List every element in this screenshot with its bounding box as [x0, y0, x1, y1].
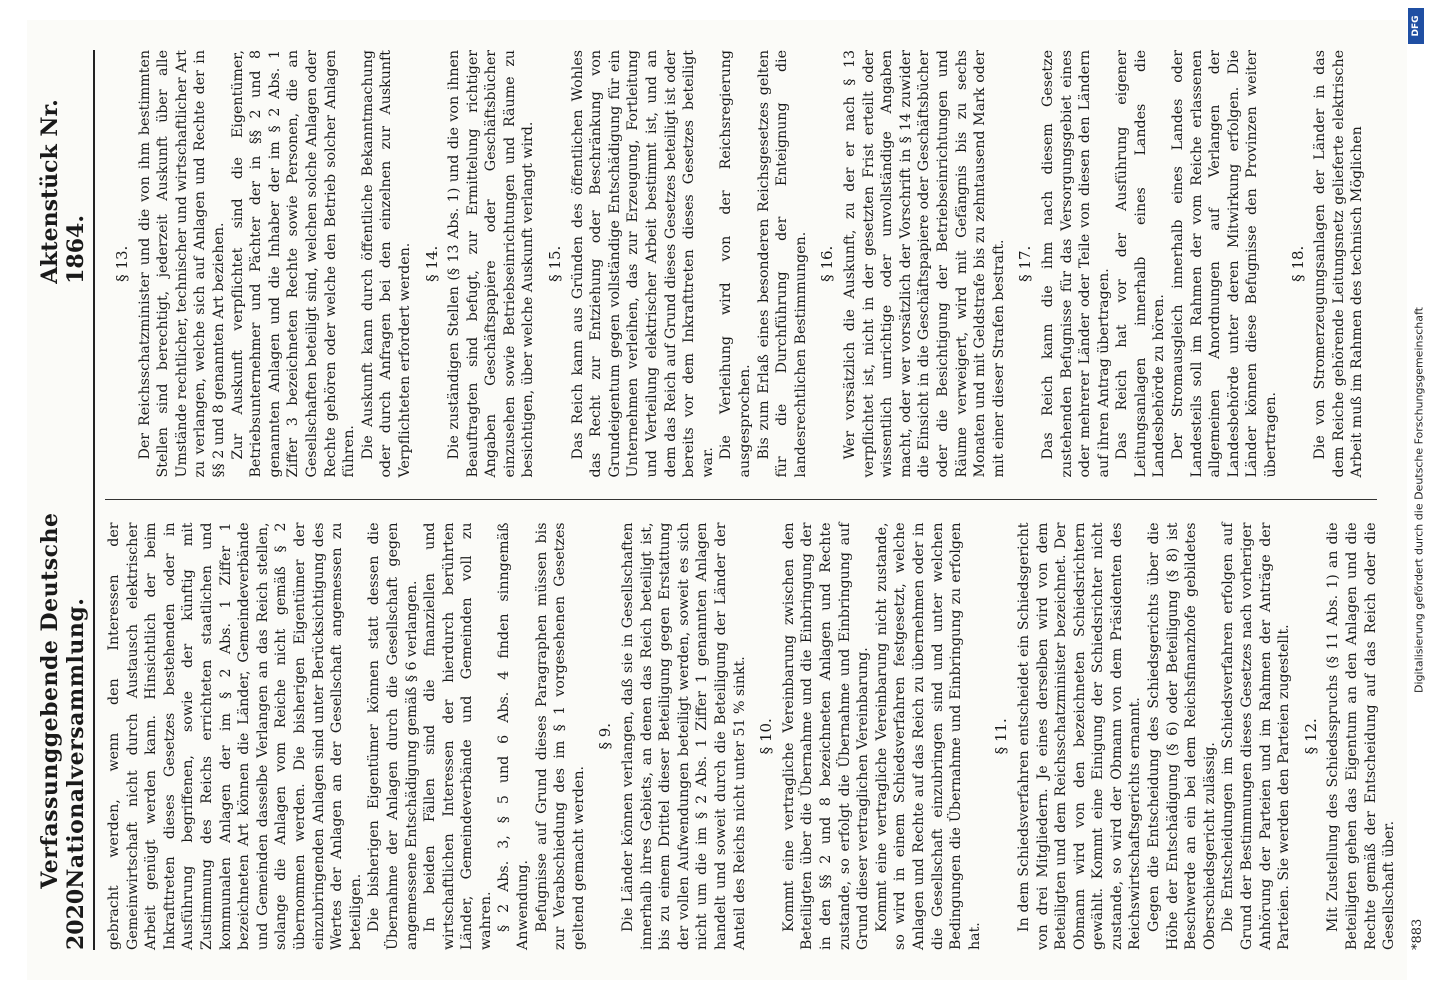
page-number: 2020	[63, 888, 89, 950]
paragraph: Das Reich kann aus Gründen des öffentlichen Wohles das Recht zur Entziehung oder Beschränkung von Grundeigentum gegen vollständige Entschädigung für ein Unternehmen verleihen, das zur Erzeugung, Fortleitung und Verteilung elektrischer Arbeit bestimmt ist, und an dem das Reich auf Grund dieses Gesetzes beteiligt ist oder bereits vor dem Inkrafttreten dieses Gesetzes beteiligt war.	[569, 50, 716, 478]
section-heading: § 18.	[1288, 245, 1307, 282]
section-heading: § 11.	[992, 718, 1011, 755]
paragraph: Kommt eine vertragliche Vereinbarung nicht zustande, so wird in einem Schiedsverfahren festgesetzt, welche Anlagen und Rechte auf das Reich zu übernehmen oder in die Gesellschaft einzubringen sind und unter welchen Bedingungen die Übernahme und Einbringung zu erfolgen hat.	[873, 522, 983, 950]
paragraph: Die Verleihung wird von der Reichsregierung ausgesprochen.	[718, 50, 753, 478]
section-heading: § 16.	[818, 245, 837, 282]
paragraph: Das Reich hat vor der Ausführung eigener Leitungsanlagen innerhalb eines Landes die Landesbehörde zu hören.	[1114, 50, 1168, 478]
paragraph: Zur Auskunft verpflichtet sind die Eigentümer, Betriebsunternehmer und Pächter der in §§ 2 und 8 genannten Anlagen und die Inhaber der im § 2 Abs. 1 Ziffer 3 bezeichneten Rechte sowie Personen, die an Gesellschaften beteiligt sind, welchen solche Anlagen oder Rechte gehören oder welche den Betrieb solcher Anlagen führen.	[229, 50, 358, 478]
paragraph: Der Reichsschatzminister und die von ihm bestimmten Stellen sind berechtigt, jederzeit Auskunft über alle Umstände rechtlicher, technischer und wirtschaftlicher Art zu verlangen, welche sich auf Anlagen und Rechte der in §§ 2 und 8 genannten Art beziehen.	[136, 50, 227, 478]
paragraph: Mit Zustellung des Schiedsspruchs (§ 11 Abs. 1) an die Beteiligten gehen das Eigentum an den Anlagen und die Rechte gemäß der Entscheidung auf das Reich oder die Gesellschaft über.	[1325, 522, 1398, 950]
section-heading: § 12.	[1301, 718, 1320, 755]
section-heading: § 17.	[1016, 245, 1035, 282]
section-heading: § 10.	[757, 718, 776, 755]
paragraph: Die Länder können verlangen, daß sie in Gesellschaften innerhalb ihres Gebiets, an denen das Reich beteiligt ist, bis zu einem Drittel dieser Beteiligung gegen Erstattung der vollen Aufwendungen beteiligt werden, soweit es sich nicht um die im § 2 Abs. 1 Ziffer 1 genannten Anlagen handelt und soweit durch die Beteiligung der Länder der Anteil des Reichs nicht unter 51 % sinkt.	[620, 522, 748, 950]
page-header	[37, 50, 95, 950]
paragraph: Das Reich kann die ihm nach diesem Gesetze zustehenden Befugnisse für das Versorgungsgebiet eines oder mehrerer Länder oder Teile von diesen den Ländern auf ihren Antrag übertragen.	[1039, 50, 1112, 478]
paragraph: Wer vorsätzlich die Auskunft, zu der er nach § 13 verpflichtet ist, nicht in der gesetzten Frist erteilt oder wissentlich unrichtige oder unvollständige Angaben macht, oder wer vorsätzlich der Vorschrift in § 14 zuwider die Einsicht in die Geschäftspapiere oder Geschäftsbücher oder die Besichtigung der Betriebseinrichtungen und Räume verweigert, wird mit Gefängnis bis zu sechs Monaten und mit Geldstrafe bis zu zehntausend Mark oder mit einer dieser Strafen bestraft.	[841, 50, 1007, 478]
paragraph: Der Stromausgleich innerhalb eines Landes oder Landesteils soll im Rahmen der vom Reiche erlassenen allgemeinen Anordnungen auf Verlangen der Landesbehörde unter deren Mitwirkung erfolgen. Die Länder können diese Befugnisse den Provinzen weiter übertragen.	[1170, 50, 1280, 478]
paragraph: gebracht werden, wenn den Interessen der Gemeinwirtschaft nicht durch Austausch elektrischer Arbeit genügt werden kann. Hinsichtlich der beim Inkrafttreten dieses Gesetzes bestehenden oder in Ausführung begriffenen, sowie der künftig mit Zustimmung des Reichs errichteten staatlichen und kommunalen Anlagen der im § 2 Abs. 1 Ziffer 1 bezeichneten Art können die Länder, Gemeindeverbände und Gemeinden dasselbe Verlangen an das Reich stellen, solange die Anlagen vom Reiche nicht gemäß § 2 übernommen werden. Die bisherigen Eigentümer der einzubringenden Anlagen sind unter Berücksichtigung des Wertes der Anlagen an der Gesellschaft angemessen zu beteiligen.	[106, 522, 364, 950]
section-heading: § 13.	[113, 245, 131, 282]
column-divider	[105, 500, 1377, 501]
right-column	[105, 50, 1377, 478]
paragraph: Die zuständigen Stellen (§ 13 Abs. 1) und die von ihnen Beauftragten sind befugt, zur Ermittelung richtiger Angaben Geschäftspapiere oder Geschäftsbücher einzusehen sowie Betriebseinrichtungen und Räume zu besichtigen, über welche Auskunft verlangt wird.	[446, 50, 537, 478]
paragraph: Befugnisse auf Grund dieses Paragraphen müssen bis zur Verabschiedung des im § 1 vorgesehenen Gesetzes geltend gemacht werden.	[533, 522, 587, 950]
credit-text: Digitalisierung gefördert durch die Deutsche Forschungsgemeinschaft	[1412, 307, 1426, 693]
section-heading: § 15.	[546, 245, 565, 282]
paragraph: Die von Stromerzeugungsanlagen der Länder in das dem Reiche gehörende Leitungsnetz gelieferte elektrische Arbeit muß im Rahmen des technisch Möglichen	[1312, 50, 1366, 478]
section-heading: § 14.	[422, 245, 441, 282]
paragraph: § 2 Abs. 3, § 5 und 6 Abs. 4 finden sinngemäß Anwendung.	[496, 522, 532, 950]
dfg-logo: DFG	[1408, 8, 1424, 44]
paragraph: Die Auskunft kann durch öffentliche Bekanntmachung oder durch Anfragen bei den einzelnen zur Auskunft Verpflichteten erfordert werden.	[359, 50, 413, 478]
document-number: Aktenstück Nr. 1864.	[37, 99, 89, 284]
paragraph: In beiden Fällen sind die finanziellen und wirtschaftlichen Interessen der hierdurch berührten Länder, Gemeindeverbände und Gemeinden voll zu wahren.	[422, 522, 494, 950]
digitization-credit	[1408, 0, 1430, 1000]
left-column	[105, 522, 1425, 951]
footnote-marker: *883	[1409, 918, 1425, 950]
section-heading: § 9.	[596, 722, 615, 750]
running-title: Verfassunggebende Deutsche Nationalversammlung.	[37, 512, 89, 889]
paragraph: Bis zum Erlaß eines besonderen Reichsgesetzes gelten für die Durchführung der Enteignung die landesrechtlichen Bestimmungen.	[755, 50, 809, 478]
paragraph: Die bisherigen Eigentümer können statt dessen die Übernahme der Anlagen durch die Gesellschaft gegen angemessene Entschädigung gemäß § 6 verlangen.	[366, 522, 420, 950]
paragraph: Kommt eine vertragliche Vereinbarung zwischen den Beteiligten über die Übernahme und die Einbringung der in den §§ 2 und 8 bezeichneten Anlagen und Rechte zustande, so erfolgt die Übernahme und Einbringung auf Grund dieser vertraglichen Vereinbarung.	[780, 522, 872, 950]
paragraph: Gegen die Entscheidung des Schiedsgerichts über die Höhe der Entschädigung (§ 6) oder Beteiligung (§ 8) ist Beschwerde an ein bei dem Reichsfinanzhofe gebildetes Oberschiedsgericht zulässig.	[1146, 522, 1218, 950]
paragraph: Die Entscheidungen im Schiedsverfahren erfolgen auf Grund der Bestimmungen dieses Gesetzes nach vorheriger Anhörung der Parteien und im Rahmen der Anträge der Parteien. Sie werden den Parteien zugestellt.	[1220, 522, 1293, 950]
paragraph: In dem Schiedsverfahren entscheidet ein Schiedsgericht von drei Mitgliedern. Je eines derselben wird von dem Beteiligten und dem Reichsschatzminister bezeichnet. Der Obmann wird von den bezeichneten Schiedsrichtern gewählt. Kommt eine Einigung der Schiedsrichter nicht zustande, so wird der Obmann von dem Präsidenten des Reichswirtschaftsgerichts ernannt.	[1015, 522, 1144, 950]
